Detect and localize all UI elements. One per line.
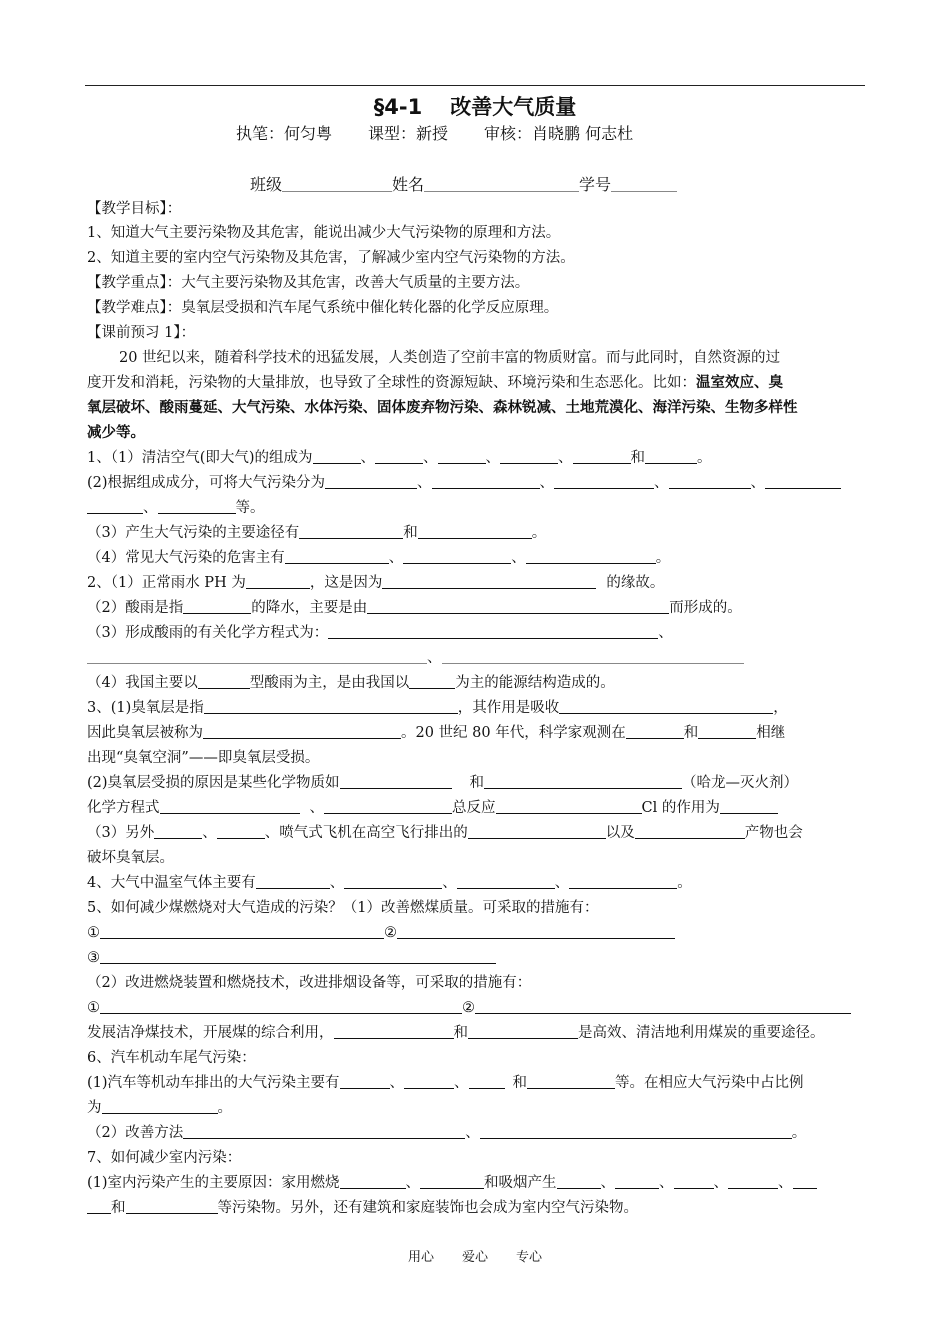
- key-point-text: 大气主要污染物及其危害，改善大气质量的主要方法。: [181, 275, 530, 291]
- q2-line-5: [87, 671, 867, 695]
- and-text: 以及: [605, 825, 635, 841]
- blank[interactable]: [324, 796, 452, 814]
- blank[interactable]: [728, 1171, 778, 1189]
- intro-line-4: 减少等。: [87, 424, 145, 441]
- end-text: 、: [658, 625, 673, 641]
- blank[interactable]: [397, 921, 675, 939]
- end-text: （哈龙—灭火剂）: [682, 775, 799, 791]
- end-text: 。: [217, 1100, 232, 1116]
- blank[interactable]: [102, 1096, 218, 1114]
- blank[interactable]: [403, 546, 511, 564]
- blank[interactable]: [698, 721, 756, 739]
- q6-line-1: (1)汽车等机动车排出的大气污染主要有 、 、 和 等。在相应大气污染中占比例: [87, 1071, 867, 1095]
- cl-text: Cl 的作用为: [641, 800, 720, 816]
- blank[interactable]: [420, 1171, 484, 1189]
- footer-word-2: 爱心: [461, 1250, 488, 1265]
- blank[interactable]: [382, 571, 596, 589]
- class-label: 班级: [250, 175, 283, 194]
- q5-line-2: [87, 921, 867, 945]
- q3-line-6: （3）另外 、 、喷气式飞机在高空飞行排出的 以及 产物也会: [87, 821, 867, 845]
- mid-text: 、喷气式飞机在高空飞行排出的: [264, 825, 468, 841]
- name-blank[interactable]: [424, 174, 579, 192]
- end-text: 。: [677, 875, 692, 891]
- and-text: 和: [630, 450, 646, 466]
- and-text: 和: [683, 725, 699, 741]
- intro-bold-2: 温室效应、臭: [696, 374, 783, 391]
- footer-word-1: 用心: [407, 1250, 434, 1265]
- blank[interactable]: [793, 1171, 817, 1189]
- blank[interactable]: [645, 446, 697, 464]
- blank[interactable]: [674, 1171, 714, 1189]
- blank[interactable]: [344, 871, 442, 889]
- q5-line-3: [87, 946, 867, 970]
- reviewer: 审核：肖晓鹏 何志杜: [484, 124, 634, 143]
- blank[interactable]: [340, 1071, 390, 1089]
- blank[interactable]: [313, 446, 361, 464]
- and-text: 和: [469, 775, 485, 791]
- q7-line-2: [87, 1196, 867, 1220]
- lesson-type: 课型：新授: [368, 124, 449, 143]
- blank[interactable]: [217, 821, 265, 839]
- mid-text: 型酸雨为主，是由我国以: [249, 675, 410, 691]
- blank[interactable]: [569, 871, 677, 889]
- blank[interactable]: [87, 646, 427, 664]
- q1-d-text: （4）常见大气污染的危害主有: [87, 550, 285, 566]
- blank[interactable]: [635, 821, 745, 839]
- end-text: 产物也会: [744, 825, 803, 841]
- blank[interactable]: [126, 1196, 218, 1214]
- mid-text: ，其作用是吸收: [457, 700, 560, 716]
- class-blank[interactable]: [282, 174, 392, 192]
- mid-text: 。20 世纪 80 年代，科学家观测在: [401, 725, 626, 741]
- end-text: 。: [655, 550, 671, 566]
- q7-heading: 7、如何减少室内污染：: [87, 1150, 242, 1166]
- blank[interactable]: [404, 1071, 454, 1089]
- blank[interactable]: [328, 621, 658, 639]
- q6-line-2: [87, 1096, 867, 1120]
- circle-2: ②: [384, 925, 397, 941]
- objective-1: 1、知道大气主要污染物及其危害，能说出减少大气污染物的原理和方法。: [87, 225, 561, 241]
- blank[interactable]: [468, 1021, 578, 1039]
- q2-d-text: （4）我国主要以: [87, 675, 198, 691]
- q2-line-4: 、: [87, 646, 867, 670]
- q3-line-4: [87, 771, 867, 795]
- blank[interactable]: [438, 446, 486, 464]
- q6-text: (1)汽车等机动车排出的大气污染主要有: [87, 1075, 340, 1091]
- blank[interactable]: [500, 446, 558, 464]
- blank[interactable]: [496, 796, 642, 814]
- key-point: [87, 271, 867, 295]
- blank[interactable]: [198, 671, 250, 689]
- name-label: 姓名: [392, 175, 425, 194]
- blank[interactable]: [375, 446, 423, 464]
- and-text: 和: [453, 1025, 468, 1041]
- blank[interactable]: [526, 546, 656, 564]
- blank[interactable]: [475, 996, 851, 1014]
- blank[interactable]: [484, 771, 682, 789]
- q2-line-3: [87, 621, 867, 645]
- q5-line-6: [87, 1021, 867, 1045]
- q1-line-5: （4）常见大气污染的危害主有 、 、 。: [87, 546, 867, 570]
- circle-3: ③: [87, 950, 100, 966]
- q6-c-text: （2）改善方法: [87, 1125, 184, 1141]
- q3-d-text: (2)臭氧层受损的原因是某些化学物质如: [87, 775, 340, 791]
- number-blank[interactable]: [611, 174, 677, 192]
- blank[interactable]: [87, 1196, 111, 1214]
- q1-text: 1、（1）清洁空气(即大气)的组成为: [87, 450, 313, 466]
- q1-line-4: [87, 521, 867, 545]
- q1-line-2: (2)根据组成成分，可将大气污染分为 、 、 、 、: [87, 471, 867, 495]
- blank[interactable]: [442, 646, 744, 664]
- q6-line-3: （2）改善方法 、 。: [87, 1121, 867, 1145]
- blank[interactable]: [468, 821, 606, 839]
- blank[interactable]: [340, 771, 452, 789]
- q4-line: 4、大气中温室气体主要有 、 、 、 。: [87, 871, 867, 895]
- q1-b-text: (2)根据组成成分，可将大气污染分为: [87, 475, 326, 491]
- blank[interactable]: [100, 996, 462, 1014]
- intro-line-3: 氧层破坏、酸雨蔓延、大气污染、水体污染、固体废弃物污染、森林锐减、土地荒漠化、海洋污染、生物多样性: [87, 399, 798, 416]
- footer-word-3: 专心: [516, 1250, 543, 1265]
- blank[interactable]: [334, 1021, 454, 1039]
- q6-b-text: 为: [87, 1100, 102, 1116]
- intro-text-1: 20 世纪以来，随着科学技术的迅猛发展，人类创造了空前丰富的物质财富。而与此同时，自然资源的过: [119, 350, 781, 366]
- blank[interactable]: [367, 596, 669, 614]
- student-info-line: [250, 173, 677, 197]
- page-title: [0, 93, 950, 121]
- circle-1: ①: [87, 1000, 100, 1016]
- blank[interactable]: [100, 946, 496, 964]
- mid-text: 和吸烟产生: [484, 1175, 557, 1191]
- blank[interactable]: [432, 471, 540, 489]
- q4-text: 4、大气中温室气体主要有: [87, 875, 256, 891]
- q3-line-7: 破坏臭氧层。: [87, 850, 174, 866]
- blank[interactable]: [626, 721, 684, 739]
- blank[interactable]: [154, 821, 202, 839]
- blank[interactable]: [480, 1121, 792, 1139]
- end-text: 。: [531, 525, 547, 541]
- difficulty-label: 【教学难点】：: [87, 300, 182, 316]
- q5-line-1: 5、如何减少煤燃烧对大气造成的污染？（1）改善燃煤质量。可采取的措施有：: [87, 900, 599, 916]
- blank[interactable]: [285, 546, 389, 564]
- q6-heading: 6、汽车机动车尾气污染：: [87, 1050, 256, 1066]
- blank[interactable]: [299, 521, 403, 539]
- blank[interactable]: [457, 871, 555, 889]
- intro-line-1: [87, 346, 867, 370]
- q7-line-1: (1)室内污染产生的主要原因：家用燃烧 、 和吸烟产生 、 、 、 、: [87, 1171, 867, 1195]
- key-point-label: 【教学重点】：: [87, 275, 182, 291]
- end-text: ，: [773, 700, 788, 716]
- blank[interactable]: [325, 471, 417, 489]
- and-text: 和: [403, 525, 418, 541]
- q2-line-1: [87, 571, 867, 595]
- q3-line-2: [87, 721, 867, 745]
- difficulty: [87, 296, 867, 320]
- number-label: 学号: [579, 175, 612, 194]
- q5-line-4: （2）改进燃烧装置和燃烧技术，改进排烟设备等，可采取的措施有：: [87, 975, 532, 991]
- mid-text: 的降水，主要是由: [251, 600, 368, 616]
- end-text: 等。: [235, 500, 265, 516]
- blank[interactable]: [554, 471, 654, 489]
- q5-line-5: [87, 996, 867, 1020]
- mid-text: ，这是因为: [309, 575, 383, 591]
- blank[interactable]: [160, 796, 300, 814]
- q2-text: 2、（1）正常雨水 PH 为: [87, 575, 246, 591]
- blank[interactable]: [409, 671, 455, 689]
- end-text: 等污染物。另外，还有建筑和家庭装饰也会成为室内空气污染物。: [217, 1200, 638, 1216]
- blank[interactable]: [720, 796, 778, 814]
- difficulty-text: 臭氧层受损和汽车尾气系统中催化转化器的化学反应原理。: [181, 300, 559, 316]
- meta-line: [236, 122, 633, 146]
- end-text: 的缘故。: [606, 575, 665, 591]
- end-text: 而形成的。: [669, 600, 742, 616]
- blank[interactable]: [669, 471, 751, 489]
- blank[interactable]: [527, 1071, 615, 1089]
- q3-b-text: 因此臭氧层被称为: [87, 725, 203, 741]
- circle-2: ②: [462, 1000, 475, 1016]
- q5-e-text: 发展洁净煤技术，开展煤的综合利用，: [87, 1025, 334, 1041]
- blank[interactable]: [765, 471, 841, 489]
- blank[interactable]: [204, 696, 458, 714]
- section-number: §4-1: [373, 95, 423, 119]
- q1-line-3: 、 等。: [87, 496, 867, 520]
- blank[interactable]: [615, 1171, 659, 1189]
- blank[interactable]: [573, 446, 631, 464]
- q3-line-3: 出现“臭氧空洞”——即臭氧层受损。: [87, 750, 320, 766]
- blank[interactable]: [100, 921, 384, 939]
- author: 执笔：何匀粤: [236, 124, 333, 143]
- blank[interactable]: [559, 696, 773, 714]
- mid-text: 总反应: [452, 800, 496, 816]
- q7-text: (1)室内污染产生的主要原因：家用燃烧: [87, 1175, 340, 1191]
- end-text: 相继: [756, 725, 786, 741]
- q3-e-text: 化学方程式: [87, 800, 160, 816]
- title-text: 改善大气质量: [450, 95, 577, 119]
- objective-2: 2、知道主要的室内空气污染物及其危害，了解减少室内空气污染物的方法。: [87, 250, 575, 266]
- end-text: 。: [697, 450, 712, 466]
- blank[interactable]: [246, 571, 310, 589]
- end-text: 等。在相应大气污染中占比例: [615, 1075, 804, 1091]
- q3-text: 3、(1)臭氧层是指: [87, 700, 204, 716]
- objectives-heading: 【教学目标】：: [87, 201, 182, 217]
- circle-1: ①: [87, 925, 100, 941]
- blank[interactable]: [183, 1121, 465, 1139]
- q2-b-text: （2）酸雨是指: [87, 600, 184, 616]
- blank[interactable]: [256, 871, 330, 889]
- end-text: 是高效、清洁地利用煤炭的重要途径。: [578, 1025, 825, 1041]
- q2-c-text: （3）形成酸雨的有关化学方程式为：: [87, 625, 329, 641]
- intro-line-2: [87, 371, 867, 395]
- blank[interactable]: [340, 1171, 406, 1189]
- q2-line-2: [87, 596, 867, 620]
- q3-line-1: [87, 696, 867, 720]
- blank[interactable]: [203, 721, 401, 739]
- footer: [0, 1246, 950, 1265]
- end-text: 。: [791, 1125, 807, 1141]
- q1-c-text: （3）产生大气污染的主要途径有: [87, 525, 300, 541]
- q1-line-1: 1、（1）清洁空气(即大气)的组成为 、 、 、 、 和 。: [87, 446, 867, 470]
- end-text: 为主的能源结构造成的。: [455, 675, 615, 691]
- intro-text-2: 度开发和消耗，污染物的大量排放，也导致了全球性的资源短缺、环境污染和生态恶化。比如：: [87, 375, 696, 391]
- preview-heading: 【课前预习 1】：: [87, 325, 196, 341]
- q3-line-5: 化学方程式 、 总反应 Cl 的作用为: [87, 796, 867, 820]
- and-text: 和: [512, 1075, 528, 1091]
- q3-f-text: （3）另外: [87, 825, 155, 841]
- blank[interactable]: [158, 496, 236, 514]
- blank[interactable]: [557, 1171, 601, 1189]
- blank[interactable]: [469, 1071, 505, 1089]
- and-text: 和: [111, 1200, 126, 1216]
- blank[interactable]: [87, 496, 143, 514]
- header-rule: [85, 85, 865, 86]
- blank[interactable]: [418, 521, 532, 539]
- blank[interactable]: [183, 596, 251, 614]
